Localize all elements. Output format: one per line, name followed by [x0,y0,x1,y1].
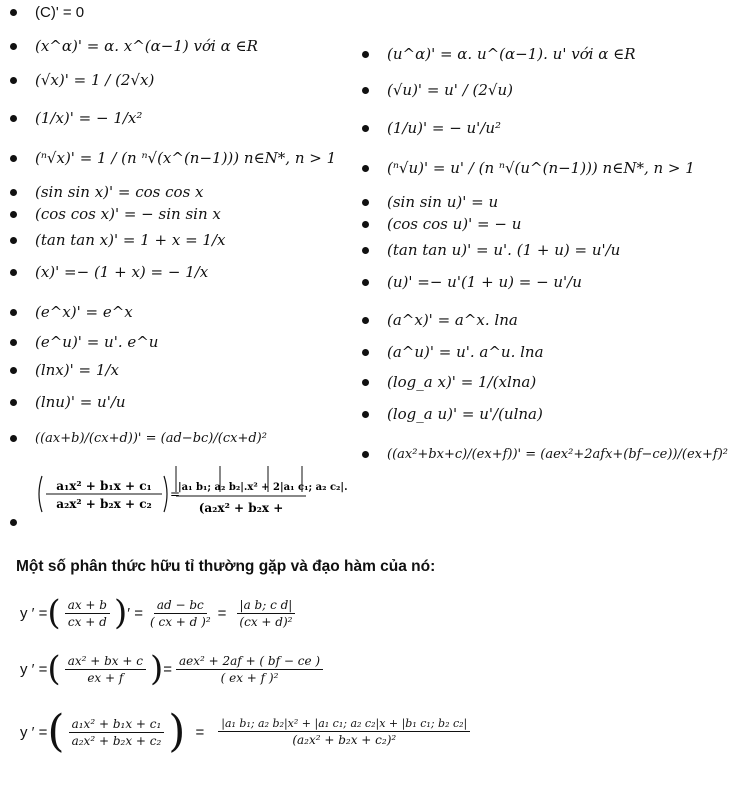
cropped-formula-svg [36,462,348,526]
bullet-icon [362,165,369,172]
formula-text: (cos cos u)' = − u [387,215,522,233]
bullet-icon [10,269,17,276]
fraction [65,654,146,685]
list-item [10,258,208,286]
formula-lhs: y ′ = [20,660,48,678]
bullet-icon [10,435,17,442]
fraction-denominator: (cx + d)² [239,614,293,629]
bullet-icon [362,451,369,458]
list-item [362,400,543,428]
list-item [362,268,582,296]
rhs-numerator: |a₁ b₁; a₂ b₂|.x² + 2|a₁ c₁; a₂ c₂|. [178,482,348,493]
list-item [362,210,521,238]
list-item [362,368,536,396]
bullet-icon [362,221,369,228]
bullet-icon [362,279,369,286]
formula-text: (lnu)' = u'/u [35,393,126,411]
formula-text: (x^α)' = α. x^(α−1) với α ∈R [35,37,258,55]
formula-text: (u)' =− u'(1 + u) = − u'/u [387,273,582,291]
fraction [147,598,214,629]
formula-text: (log_a u)' = u'/(ulna) [387,405,543,423]
formula-text: (tan tan u)' = u'. (1 + u) = u'/u [387,241,621,259]
bullet-icon [10,237,17,244]
bullet-icon [10,211,17,218]
formula-text: (ⁿ√u)' = u' / (n ⁿ√(u^(n−1))) n∈N*, n > 1 [387,159,695,177]
formula-text: (sin sin u)' = u [387,193,499,211]
fraction [65,598,110,629]
fraction-denominator: ( ex + f )² [220,670,279,685]
lhs-numerator: a₁x² + b₁x + c₁ [56,479,152,493]
formula-lhs: y ′ = [20,604,48,622]
fraction [176,654,323,685]
fraction [218,717,470,747]
bullet-icon [10,115,17,122]
list-item [362,76,513,104]
list-item [10,508,35,536]
fraction-denominator: a₂x² + b₂x + c₂ [71,733,162,748]
list-item [10,66,154,94]
fraction-denominator: ( cx + d )² [150,614,211,629]
bullet-icon [362,411,369,418]
formula-text: (log_a x)' = 1/(xlna) [387,373,537,391]
fraction-numerator: a₁x² + b₁x + c₁ [69,717,165,733]
left-paren: ( [47,593,61,633]
bullet-icon [10,77,17,84]
fraction-numerator: ax + b [65,598,110,614]
list-item [362,236,620,264]
list-item [10,32,258,60]
fraction [236,598,295,629]
bullet-icon [10,189,17,196]
equals-sign: = [195,723,205,741]
list-item [362,440,728,468]
formula-lhs: y ′ = [20,723,48,741]
list-item [362,40,636,68]
rational-derivative-formula-1 [20,593,299,633]
formula-text: (e^x)' = e^x [35,303,133,321]
bullet-icon [362,199,369,206]
formula-text: (sin sin x)' = cos cos x [35,183,204,201]
bullet-icon [10,309,17,316]
bullet-icon [362,349,369,356]
fraction-numerator: |a b; c d| [237,598,296,614]
equals-sign: = [217,604,227,622]
formula-text: ((ax²+bx+c)/(ex+f))' = (aex²+2afx+(bf−ce))/(ex+f)² [387,446,728,462]
formula-text: (√x)' = 1 / (2√x) [35,71,155,89]
formula-text: (e^u)' = u'. e^u [35,333,159,351]
fraction-numerator: ax² + bx + c [65,654,146,670]
list-item [362,306,518,334]
fraction-numerator: aex² + 2af + ( bf − ce ) [176,654,323,670]
list-item [10,200,221,228]
fraction [69,717,165,748]
rational-derivative-formula-3 [20,706,474,757]
right-paren: ) [168,706,186,757]
list-item [10,0,84,26]
formula-text: (1/u)' = − u'/u² [387,119,502,137]
list-item [10,144,336,172]
formula-text: (tan tan x)' = 1 + x = 1/x [35,231,226,249]
formula-text: (ⁿ√x)' = 1 / (n ⁿ√(x^(n−1))) n∈N*, n > 1 [35,149,337,167]
formula-text: (a^x)' = a^x. lna [387,311,518,329]
lhs-denominator: a₂x² + b₂x + c₂ [56,497,152,511]
bullet-icon [362,51,369,58]
bullet-icon [362,125,369,132]
bullet-icon [10,367,17,374]
bullet-icon [10,155,17,162]
prime-equals: ′ = [127,604,143,622]
bullet-icon [362,247,369,254]
list-item [362,114,501,142]
fraction-denominator: (a₂x² + b₂x + c₂)² [292,733,397,747]
formula-text: (√u)' = u' / (2√u) [387,81,513,99]
fraction-numerator: ad − bc [154,598,207,614]
rhs-denominator: (a₂x² + b₂x + [198,501,284,515]
bullet-icon [362,317,369,324]
equals-sign: = [163,660,172,678]
list-item [362,154,695,182]
list-item [10,328,158,356]
formula-text: (cos cos x)' = − sin sin x [35,205,221,223]
list-item [10,104,142,132]
bullet-icon [10,399,17,406]
list-item [10,298,133,326]
fraction-denominator: cx + d [67,614,107,629]
list-item [10,356,119,384]
fraction-numerator: |a₁ b₁; a₂ b₂|x² + |a₁ c₁; a₂ c₂|x + |b₁ c₁; b₂ c₂| [218,717,470,732]
list-item [10,388,126,416]
rational-derivative-formula-2 [20,649,327,689]
fraction-denominator: ex + f [87,670,124,685]
list-item [10,226,225,254]
bullet-icon [10,339,17,346]
cropped-formula-image [36,462,348,526]
section-heading: Một số phân thức hữu tỉ thường gặp và đạo hàm của nó: [16,558,436,575]
formula-text: (1/x)' = − 1/x² [35,109,143,127]
formula-text: (a^u)' = u'. a^u. lna [387,343,544,361]
formula-text: (lnx)' = 1/x [35,361,119,379]
left-paren: ( [47,706,65,757]
bullet-icon [362,379,369,386]
right-paren: ) [149,649,164,689]
bullet-icon [10,43,17,50]
bullet-icon [10,519,17,526]
svg-text:=: = [170,487,181,501]
list-item [362,338,544,366]
formula-text: (x)' =− (1 + x) = − 1/x [35,263,209,281]
formula-text: (C)' = 0 [35,3,85,21]
list-item [10,424,267,452]
formula-text: ((ax+b)/(cx+d))' = (ad−bc)/(cx+d)² [35,430,267,446]
bullet-icon [10,9,17,16]
right-paren: ) [113,593,128,633]
left-paren: ( [47,649,61,689]
bullet-icon [362,87,369,94]
formula-text: (u^α)' = α. u^(α−1). u' với α ∈R [387,45,636,63]
